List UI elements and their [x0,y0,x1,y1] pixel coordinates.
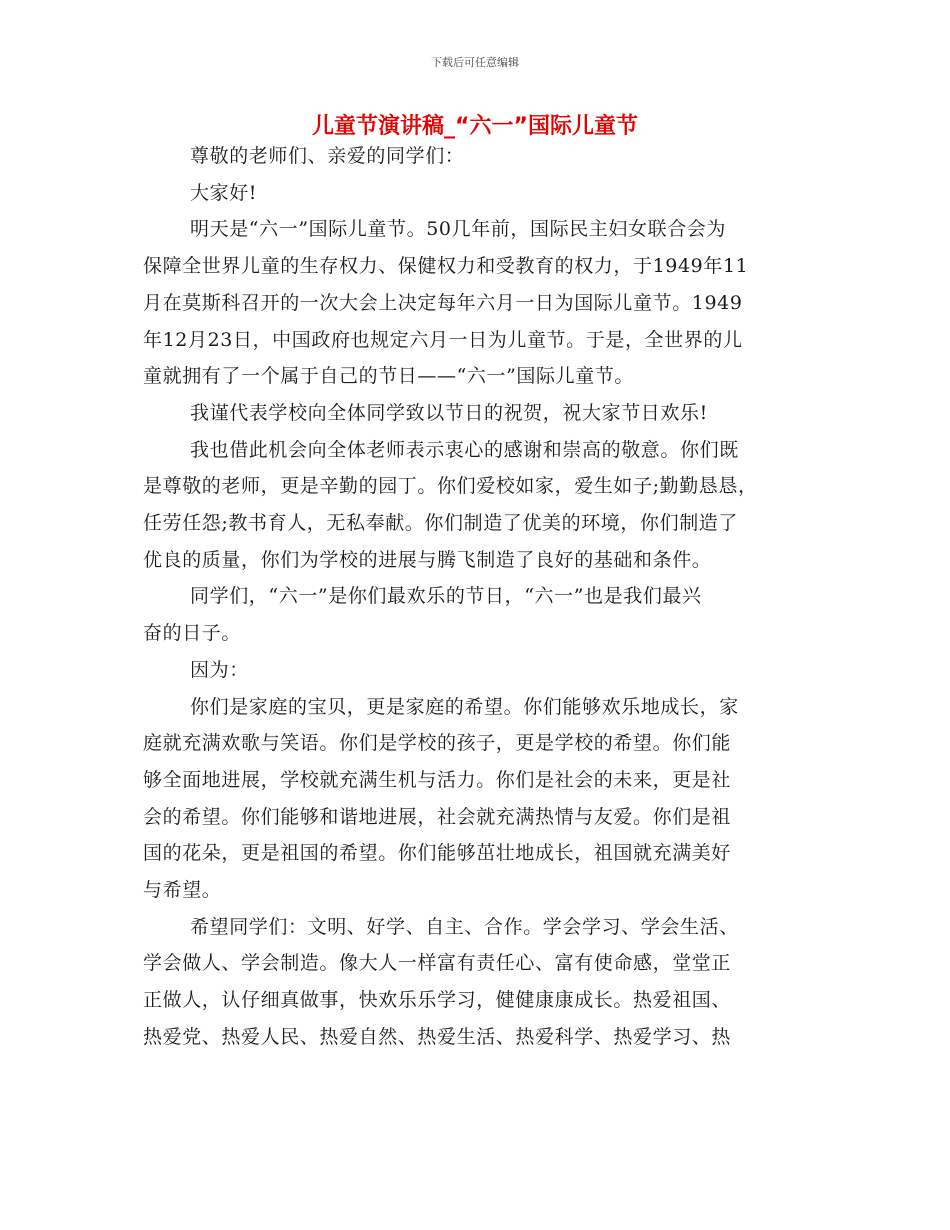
body-paragraph [143,395,813,432]
paragraph-line: 因为： [190,658,249,681]
paragraph-line: 明天是“六一”国际儿童节。50几年前，国际民主妇女联合会为 [190,218,727,241]
paragraph-line: 我也借此机会向全体老师表示衷心的感谢和崇高的敬意。你们既 [190,438,739,461]
body-paragraph [143,652,813,689]
paragraph-line: 国的花朵，更是祖国的希望。你们能够茁壮地成长，祖国就充满美好 [143,842,732,865]
paragraph-line: 热爱党、热爱人民、热爱自然、热爱生活、热爱科学、热爱学习、热 [143,1025,732,1048]
paragraph-line: 我谨代表学校向全体同学致以节日的祝贺，祝大家节日欢乐! [190,401,708,424]
paragraph-line: 正做人，认仔细真做事，快欢乐乐学习，健健康康成长。热爱祖国、 [143,989,732,1012]
body-paragraph [143,689,813,909]
body-paragraph [143,909,813,1056]
paragraph-line: 童就拥有了一个属于自己的节日——“六一”国际儿童节。 [143,365,635,388]
paragraph-line: 奋的日子。 [143,622,242,645]
paragraph-line: 希望同学们：文明、好学、自主、合作。学会学习、学会生活、 [190,915,739,938]
paragraph-line: 年12月23日，中国政府也规定六月一日为儿童节。于是，全世界的儿 [143,328,743,351]
paragraph-line: 够全面地进展，学校就充满生机与活力。你们是社会的未来，更是社 [143,768,732,791]
paragraph-line: 大家好! [190,181,258,204]
document-title: 儿童节演讲稿_“六一”国际儿童节 [312,114,638,139]
body-paragraph [143,211,813,395]
paragraph-line: 庭就充满欢歌与笑语。你们是学校的孩子，更是学校的希望。你们能 [143,732,732,755]
paragraph-line: 你们是家庭的宝贝，更是家庭的希望。你们能够欢乐地成长，家 [190,695,739,718]
paragraph-line: 与希望。 [143,879,222,902]
paragraph-line: 保障全世界儿童的生存权力、保健权力和受教育的权力，于1949年11 [143,255,749,278]
body-paragraph [143,432,813,579]
body-paragraph [143,175,813,212]
paragraph-line: 是尊敬的老师，更是辛勤的园丁。你们爱校如家，爱生如子;勤勤恳恳， [143,475,758,498]
paragraph-line: 尊敬的老师们、亲爱的同学们： [190,145,465,167]
paragraph-line: 学会做人、学会制造。像大人一样富有责任心、富有使命感，堂堂正 [143,952,732,975]
body-paragraph [143,138,813,175]
paragraph-line: 月在莫斯科召开的一次大会上决定每年六月一日为国际儿童节。1949 [143,291,743,314]
paragraph-line: 会的希望。你们能够和谐地进展，社会就充满热情与友爱。你们是祖 [143,805,732,828]
paragraph-line: 同学们，“六一”是你们最欢乐的节日，“六一”也是我们最兴 [190,585,702,608]
document-body [143,138,813,1056]
body-paragraph [143,578,813,651]
paragraph-line: 任劳任怨;教书育人，无私奉献。你们制造了优美的环境，你们制造了 [143,512,739,535]
paragraph-line: 优良的质量，你们为学校的进展与腾飞制造了良好的基础和条件。 [143,548,712,571]
page-header-note: 下载后可任意编辑 [431,56,519,69]
